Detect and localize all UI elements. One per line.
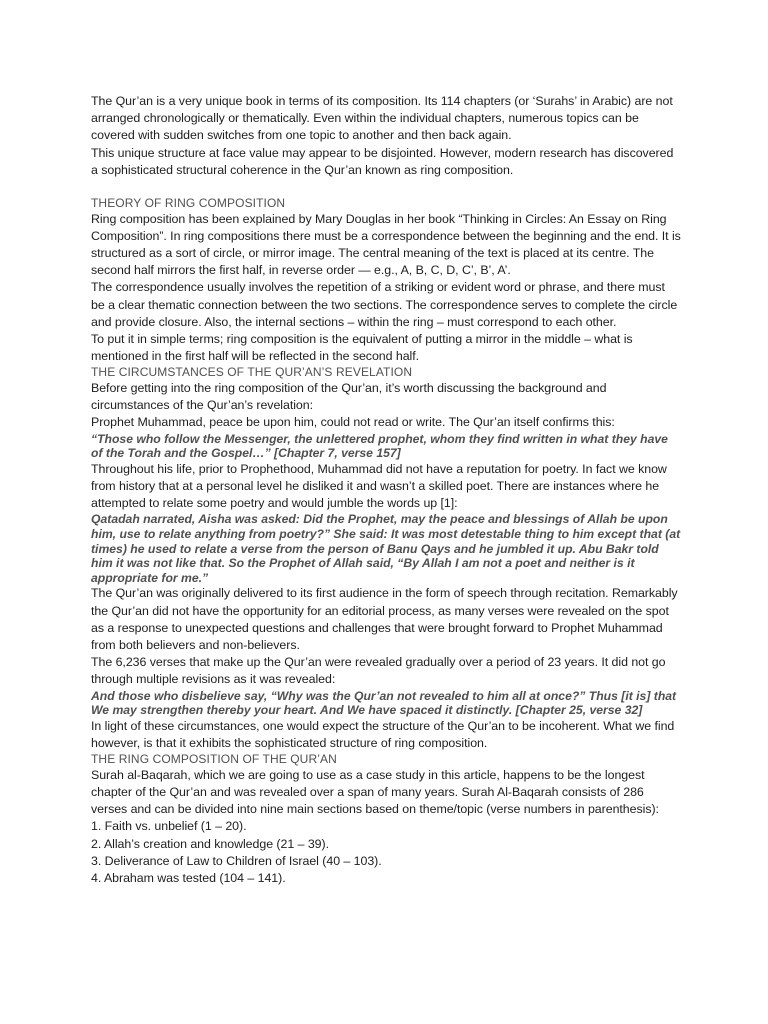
intro-paragraph-2: This unique structure at face value may appear to be disjointed. However, modern research has discovered a sophisticated structural coherence in the Qur’an known as ring composition. — [91, 145, 674, 177]
document-page — [91, 93, 681, 887]
quote-chapter-25: And those who disbelieve say, “Why was the Qur’an not revealed to him all at once?” Thus [it is] that We may strengthen thereby your heart. And We have spaced it distinctly. [Chapter 25, verse 32] — [91, 688, 677, 718]
list-item: 1. Faith vs. unbelief (1 – 20). — [91, 819, 247, 834]
revelation-paragraph-2: Prophet Muhammad, peace be upon him, could not read or write. The Qur’an itself confirms this: — [91, 415, 615, 430]
ring-theory-paragraph-2: The correspondence usually involves the repetition of a striking or evident word or phrase, and there must be a clear thematic connection between the two sections. The correspondence serves to complete the circle and provide closure. Also, the internal sections – within the ring – must correspond to each other. — [91, 280, 678, 329]
ring-theory-paragraph-3: To put it in simple terms; ring composition is the equivalent of putting a mirror in the middle – what is mentioned in the first half will be reflected in the second half. — [91, 332, 633, 364]
intro-paragraph-1: The Qur’an is a very unique book in terms of its composition. Its 114 chapters (or ‘Surahs’ in Arabic) are not arranged chronologically or thematically. Even within the individual chapters, numerous topics can be covered with sudden switches from one topic to another and then back again. — [91, 94, 673, 143]
revelation-paragraph-4: The Qur’an was originally delivered to its first audience in the form of speech through recitation. Remarkably the Qur’an did not have the opportunity for an editorial process, as many verses were revealed on the spot as a response to unexpected questions and challenges that were brought forward to Prophet Muhammad from both believers and non-believers. — [91, 586, 678, 653]
revelation-paragraph-1: Before getting into the ring composition of the Qur’an, it’s worth discussing the background and circumstances of the Qur’an’s revelation: — [91, 381, 607, 413]
ring-composition-paragraph-1: Surah al-Baqarah, which we are going to use as a case study in this article, happens to be the longest chapter of the Qur’an and was revealed over a span of many years. Surah Al-Baqarah consists of 286 verses and can be divided into nine main sections based on theme/topic (verse numbers in parenthesis): — [91, 767, 659, 817]
revelation-paragraph-5: The 6,236 verses that make up the Qur’an were revealed gradually over a period of 23 years. It did not go through multiple revisions as it was revealed: — [91, 655, 666, 687]
revelation-paragraph-6: In light of these circumstances, one would expect the structure of the Qur’an to be incoherent. What we find however, is that it exhibits the sophisticated structure of ring composition. — [91, 718, 675, 751]
revelation-paragraph-3: Throughout his life, prior to Prophethood, Muhammad did not have a reputation for poetry. In fact we know from history that at a personal level he disliked it and wasn’t a skilled poet. There are instances where he attempted to relate some poetry and would jumble the words up [1]: — [91, 461, 667, 511]
section-heading-ring-theory: THEORY OF RING COMPOSITION — [91, 196, 286, 211]
list-item: 3. Deliverance of Law to Children of Israel (40 – 103). — [91, 853, 382, 868]
section-heading-revelation: THE CIRCUMSTANCES OF THE QUR’AN’S REVELATION — [91, 365, 413, 380]
ring-theory-paragraph-1: Ring composition has been explained by Mary Douglas in her book “Thinking in Circles: An Essay on Ring Composition”. In ring compositions there must be a correspondence between the beginning and the end. It is structured as a sort of circle, or mirror image. The central meaning of the text is placed at its centre. The second half mirrors the first half, in reverse order — e.g., A, B, C, D, C’, B’, A’. — [91, 211, 681, 278]
list-item: 4. Abraham was tested (104 – 141). — [91, 871, 286, 886]
quote-chapter-7: “Those who follow the Messenger, the unlettered prophet, whom they find written in what they have of the Torah and the Gospel…” [Chapter 7, verse 157] — [91, 431, 668, 461]
quote-qatadah: Qatadah narrated, Aisha was asked: Did the Prophet, may the peace and blessings of Allah be upon him, use to relate anything from poetry?” She said: It was most detestable thing to him except that (at times) he used to relate a verse from the person of Banu Qays and he jumbled it up. Abu Bakr told him it was not like that. So the Prophet of Allah said, “By Allah I am not a poet and neither is it appropriate for me.” — [91, 512, 681, 585]
section-heading-ring-composition: THE RING COMPOSITION OF THE QUR’AN — [91, 752, 337, 767]
section-list — [91, 818, 681, 887]
list-item: 2. Allah’s creation and knowledge (21 – 39). — [91, 836, 329, 851]
